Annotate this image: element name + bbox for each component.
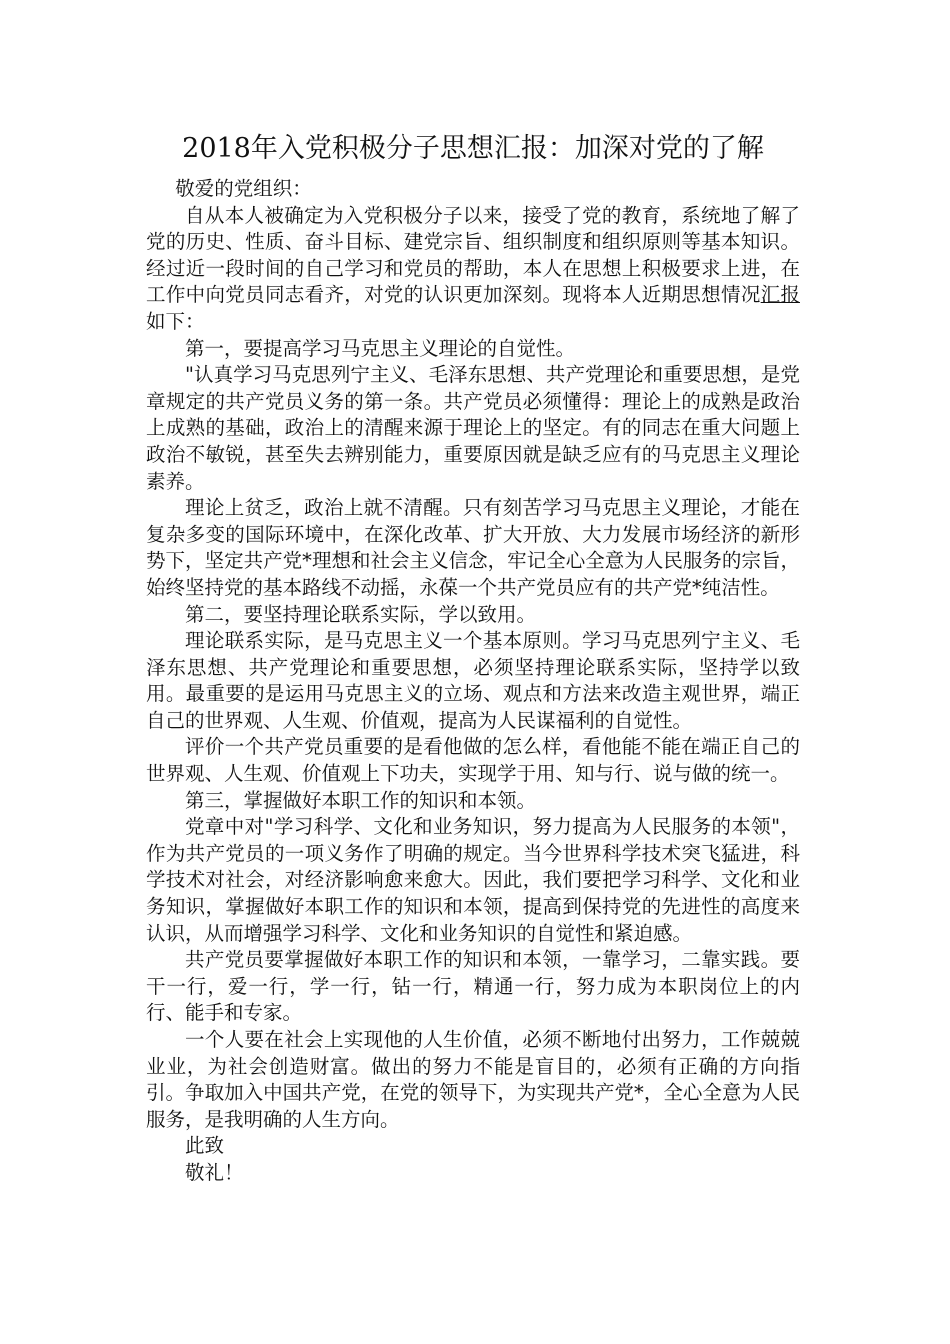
paragraph: 一个人要在社会上实现他的人生价值，必须不断地付出努力，工作兢兢业业，为社会创造财富。做出的努力不能是盲目的，必须有正确的方向指引。争取加入中国共产党，在党的领导下，为实现共产党*，全心全意为人民服务，是我明确的人生方向。 — [146, 1028, 800, 1131]
salutation: 敬爱的党组织： — [175, 177, 312, 200]
heading-point-one: 第一，要提高学习马克思主义理论的自觉性。 — [185, 336, 576, 360]
intro-text: 自从本人被确定为入党积极分子以来，接受了党的教育，系统地了解了党的历史、性质、奋斗目标、建党宗旨、组织制度和组织原则等基本知识。经过近一段时间的自己学习和党员的帮助，本人在思想上积极要求上进，在工作中向党员同志看齐，对党的认识更加深刻。现将本人近期思想情况 — [146, 203, 800, 307]
paragraph: 理论联系实际，是马克思主义一个基本原则。学习马克思列宁主义、毛泽东思想、共产党理论和重要思想，必须坚持理论联系实际，坚持学以致用。最重要的是运用马克思主义的立场、观点和方法来改造主观世界，端正自己的世界观、人生观、价值观，提高为人民谋福利的自觉性。 — [146, 629, 800, 732]
heading-point-two: 第二，要坚持理论联系实际，学以致用。 — [185, 602, 537, 626]
intro-paragraph — [146, 203, 800, 336]
paragraph: 党章中对"学习科学、文化和业务知识，努力提高为人民服务的本领"，作为共产党员的一项义务作了明确的规定。当今世界科学技术突飞猛进，科学技术对社会，对经济影响愈来愈大。因此，我们要把学习科学、文化和业务知识，掌握做好本职工作的知识和本领，提高到保持党的先进性的高度来认识，从而增强学习科学、文化和业务知识的自觉性和紧迫感。 — [146, 815, 800, 945]
paragraph: 评价一个共产党员重要的是看他做的怎么样，看他能不能在端正自己的世界观、人生观、价值观上下功夫，实现学于用、知与行、说与做的统一。 — [146, 735, 800, 786]
paragraph: "认真学习马克思列宁主义、毛泽东思想、共产党理论和重要思想，是党章规定的共产党员义务的第一条。共产党员必须懂得：理论上的成熟是政治上成熟的基础，政治上的清醒来源于理论上的坚定。有的同志在重大问题上政治不敏锐，甚至失去辨别能力，重要原因就是缺乏应有的马克思主义理论素养。 — [146, 363, 800, 493]
paragraph: 共产党员要掌握做好本职工作的知识和本领，一靠学习，二靠实践。要干一行，爱一行，学一行，钻一行，精通一行，努力成为本职岗位上的内行、能手和专家。 — [146, 948, 800, 1025]
closing-salute: 敬礼！ — [185, 1160, 244, 1184]
report-link[interactable]: 汇报 — [760, 283, 800, 307]
closing-line: 此致 — [185, 1134, 225, 1158]
document-title: 2018年入党积极分子思想汇报：加深对党的了解 — [182, 133, 764, 164]
paragraph: 理论上贫乏，政治上就不清醒。只有刻苦学习马克思主义理论，才能在复杂多变的国际环境中，在深化改革、扩大开放、大力发展市场经济的新形势下，坚定共产党*理想和社会主义信念，牢记全心全意为人民服务的宗旨，始终坚持党的基本路线不动摇，永葆一个共产党员应有的共产党*纯洁性。 — [146, 496, 800, 599]
heading-point-three: 第三，掌握做好本职工作的知识和本领。 — [185, 788, 537, 812]
intro-text-end: 如下： — [146, 309, 205, 333]
